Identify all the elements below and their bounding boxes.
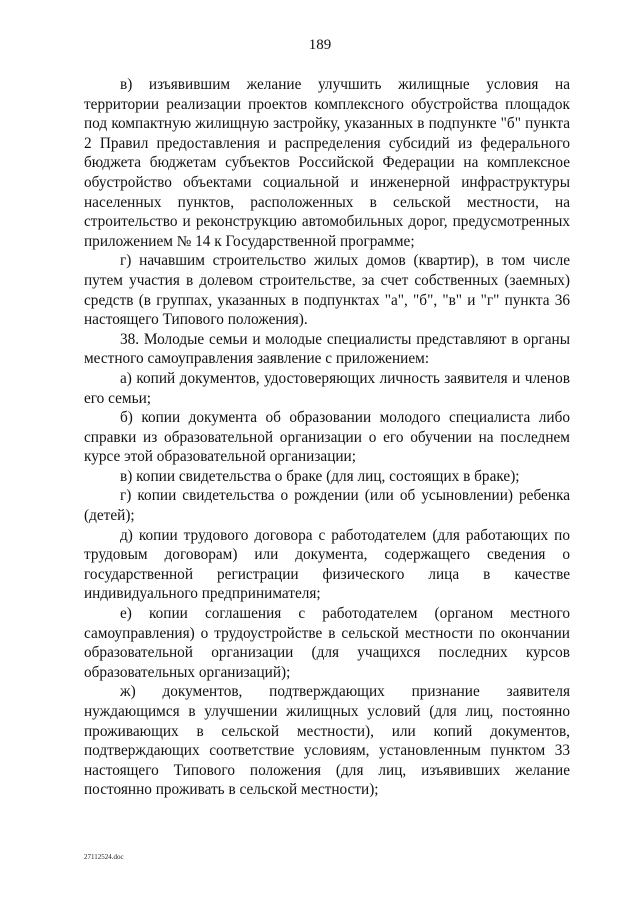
paragraph-item-v2: в) копии свидетельства о браке (для лиц, состоящих в браке); bbox=[120, 467, 520, 485]
paragraph-item-e: е) копии соглашения с работодателем (органом местного самоуправления) о трудоустройстве в сельской местности по окончании образовательной организации (для учащихся последних курсов образовательных организаций); bbox=[84, 605, 570, 681]
document-body bbox=[84, 75, 570, 800]
paragraph-item-b: б) копии документа об образовании молодого специалиста либо справки из образовательной организации о его обучении на последнем курсе этой образовательной организации; bbox=[84, 409, 570, 466]
paragraph-item-zh: ж) документов, подтверждающих признание заявителя нуждающимся в улучшении жилищных условий (для лиц, постоянно проживающих в сельской местности), или копий документов, подтверждающих соответствие условиям, установленным пунктом 33 настоящего Типового положения (для лиц, изъявивших желание постоянно проживать в сельской местности); bbox=[84, 683, 570, 799]
footer-filename: 27112524.doc bbox=[84, 853, 124, 861]
paragraph-item-g2: г) копии свидетельства о рождении (или об усыновлении) ребенка (детей); bbox=[84, 487, 570, 525]
paragraph-item-a: а) копий документов, удостоверяющих личность заявителя и членов его семьи; bbox=[84, 369, 570, 407]
paragraph-item-v: в) изъявившим желание улучшить жилищные условия на территории реализации проектов комплексного обустройства площадок под компактную жилищную застройку, указанных в подпункте "б" пункта 2 Правил предоставления и распределения субсидий из федерального бюджета бюджетам субъектов Российской Федерации на комплексное обустройство объектами социальной и инженерной инфраструктуры населенных пунктов, расположенных в сельской местности, на строительство и реконструкцию автомобильных дорог, предусмотренных приложением № 14 к Государственной программе; bbox=[84, 76, 570, 250]
paragraph-item-d: д) копии трудового договора с работодателем (для работающих по трудовым договорам) или документа, содержащего сведения о государственной регистрации физического лица в качестве индивидуального предпринимателя; bbox=[84, 526, 570, 603]
page-number: 189 bbox=[308, 37, 332, 53]
paragraph-item-g: г) начавшим строительство жилых домов (квартир), в том числе путем участия в долевом строительстве, за счет собственных (заемных) средств (в группах, указанных в подпунктах "а", "б", "в" и "г" пункта 36 настоящего Типового положения). bbox=[84, 252, 570, 329]
paragraph-clause-38: 38. Молодые семьи и молодые специалисты представляют в органы местного самоуправления заявление с приложением: bbox=[84, 330, 570, 368]
